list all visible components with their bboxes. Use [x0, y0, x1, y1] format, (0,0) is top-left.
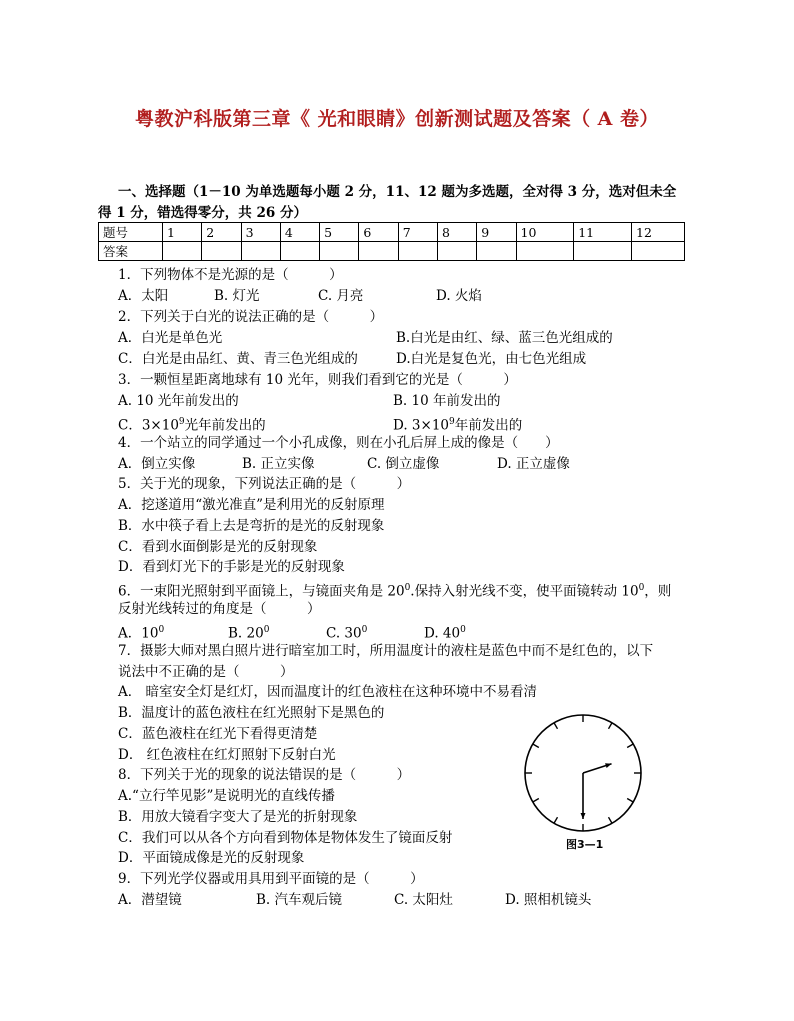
q6-c-text: C. 30 [326, 625, 362, 642]
clock-tick [533, 744, 539, 748]
question-7-stem-line2: 说法中不正确的是（ ） [118, 664, 294, 680]
cell-number: 12 [632, 223, 685, 242]
clock-tick [554, 723, 558, 729]
clock-tick [554, 817, 558, 823]
question-2-stem: 2．下列关于白光的说法正确的是（ ） [118, 309, 384, 325]
q6-option-d [424, 620, 466, 644]
clock-tick [609, 723, 613, 729]
q9-option-a: A．潜望镜 [118, 892, 182, 908]
answer-cell[interactable] [574, 242, 632, 261]
cell-number: 10 [516, 223, 574, 242]
q9-option-c: C. 太阳灶 [394, 892, 453, 908]
cell-number: 6 [359, 223, 398, 242]
section-heading-line2: 得 1 分，错选得零分，共 26 分） [98, 205, 307, 221]
q3-d-pre: D. 3×10 [393, 417, 450, 434]
q7-option-c: C．蓝色液柱在红光下看得更清楚 [118, 726, 318, 742]
question-4-stem: 4．一个站立的同学通过一个小孔成像，则在小孔后屏上成的像是（ ） [118, 435, 559, 451]
q6-degree-1: 0 [404, 583, 411, 593]
question-6-stem-line2: 反射光线转过的角度是（ ） [118, 601, 321, 617]
q3-d-exponent: 9 [449, 417, 455, 427]
question-3-stem: 3．一颗恒星距离地球有 10 光年，则我们看到它的光是（ ） [118, 372, 517, 388]
q8-option-a: A.“立行竿见影”是说明光的直线传播 [118, 788, 335, 804]
answer-cell[interactable] [202, 242, 241, 261]
answer-cell[interactable] [477, 242, 516, 261]
q6-d-degree: 0 [460, 625, 466, 635]
row-label: 题号 [99, 223, 163, 242]
clock-figure [522, 712, 644, 834]
q8-option-c: C．我们可以从各个方向看到物体是物体发生了镜面反射 [118, 830, 453, 846]
cell-number: 5 [320, 223, 359, 242]
question-1-stem: 1．下列物体不是光源的是（ ） [118, 267, 343, 283]
q6-d-text: D. 40 [424, 625, 461, 642]
q9-option-d: D. 照相机镜头 [505, 892, 592, 908]
q6-text-a: 6．一束阳光照射到平面镜上，与镜面夹角是 20 [118, 583, 405, 600]
q6-b-text: B. 20 [228, 625, 264, 642]
q6-degree-2: 0 [638, 583, 645, 593]
q5-option-b: B．水中筷子看上去是弯折的是光的反射现象 [118, 518, 385, 534]
table-row-answers [99, 242, 685, 261]
cell-number: 11 [574, 223, 632, 242]
section-heading [98, 182, 688, 224]
question-5-stem: 5．关于光的现象，下列说法正确的是（ ） [118, 476, 411, 492]
table-row-numbers [99, 223, 685, 242]
hour-hand-arrow [605, 763, 611, 768]
answer-table [98, 222, 685, 261]
cell-number: 2 [202, 223, 241, 242]
answer-cell[interactable] [241, 242, 280, 261]
q3-c-exponent: 9 [178, 417, 185, 427]
q6-text-c: ，则 [644, 583, 672, 600]
q4-option-d: D. 正立虚像 [497, 456, 570, 472]
answer-cell[interactable] [398, 242, 437, 261]
answer-cell[interactable] [516, 242, 574, 261]
cell-number: 7 [398, 223, 437, 242]
q5-option-a: A．挖遂道用“激光准直”是利用光的反射原理 [118, 497, 385, 513]
q1-option-d: D. 火焰 [436, 288, 482, 304]
q2-option-b: B.白光是由红、绿、蓝三色光组成的 [396, 330, 613, 346]
q5-option-c: C．看到水面倒影是光的反射现象 [118, 539, 318, 555]
cell-number: 9 [477, 223, 516, 242]
answer-cell[interactable] [359, 242, 398, 261]
clock-tick [609, 817, 613, 823]
q3-c-pre: C．3×10 [118, 417, 179, 434]
question-6-stem-line1 [118, 578, 671, 602]
figure-label: 图3—1 [566, 838, 604, 851]
q6-b-degree: 0 [263, 625, 270, 635]
cell-number: 8 [437, 223, 476, 242]
cell-number: 1 [163, 223, 202, 242]
minute-hand-arrow [581, 813, 586, 819]
q6-text-b: .保持入射光线不变，使平面镜转动 10 [410, 583, 639, 600]
row-label: 答案 [99, 242, 163, 261]
q7-option-b: B．温度计的蓝色液柱在红光照射下是黑色的 [118, 705, 385, 721]
q3-option-a: A. 10 光年前发出的 [118, 393, 239, 409]
q6-c-degree: 0 [361, 625, 368, 635]
q2-option-d: D.白光是复色光，由七色光组成 [396, 351, 587, 367]
clock-tick [627, 799, 633, 803]
q5-option-d: D．看到灯光下的手影是光的反射现象 [118, 559, 345, 575]
q8-option-b: B．用放大镜看字变大了是光的折射现象 [118, 809, 358, 825]
question-9-stem: 9．下列光学仪器或用具用到平面镜的是（ ） [118, 871, 424, 887]
answer-cell[interactable] [437, 242, 476, 261]
q6-option-b [228, 620, 269, 644]
answer-cell[interactable] [320, 242, 359, 261]
q1-option-b: B. 灯光 [214, 288, 260, 304]
q6-a-text: A．10 [118, 625, 159, 642]
question-7-stem-line1: 7．摄影大师对黑白照片进行暗室加工时，所用温度计的液柱是蓝色中而不是红色的，以下 [118, 643, 654, 659]
q6-a-degree: 0 [158, 625, 165, 635]
question-8-stem: 8．下列关于光的现象的说法错误的是（ ） [118, 767, 411, 783]
section-heading-line1: 一、选择题（1－10 为单选题每小题 2 分，11、12 题为多选题，全对得 3 分，选对但未全 [118, 184, 677, 200]
clock-tick [533, 799, 539, 803]
q6-option-c [326, 620, 367, 644]
q7-option-a: A． 暗室安全灯是红灯，因而温度计的红色液柱在这种环境中不易看清 [118, 684, 538, 700]
answer-cell[interactable] [163, 242, 202, 261]
q4-option-b: B. 正立实像 [242, 456, 315, 472]
q2-option-a: A．白光是单色光 [118, 330, 223, 346]
q3-option-b: B. 10 年前发出的 [393, 393, 501, 409]
q3-option-c [118, 412, 266, 436]
clock-tick [627, 744, 633, 748]
q6-option-a [118, 620, 164, 644]
q8-option-d: D．平面镜成像是光的反射现象 [118, 850, 305, 866]
q4-option-a: A．倒立实像 [118, 456, 196, 472]
q2-option-c: C．白光是由品红、黄、青三色光组成的 [118, 351, 358, 367]
q3-option-d [393, 412, 522, 436]
answer-cell[interactable] [280, 242, 319, 261]
q1-option-c: C. 月亮 [318, 288, 364, 304]
q7-option-d: D． 红色液柱在红灯照射下反射白光 [118, 747, 336, 763]
q4-option-c: C. 倒立虚像 [367, 456, 440, 472]
cell-number: 4 [280, 223, 319, 242]
q3-c-post: 光年前发出的 [184, 417, 266, 434]
page-title: 粤教沪科版第三章《 光和眼睛》创新测试题及答案（ A 卷） [134, 108, 660, 130]
q1-option-a: A．太阳 [118, 288, 169, 304]
cell-number: 3 [241, 223, 280, 242]
q3-d-post: 年前发出的 [454, 417, 523, 434]
answer-cell[interactable] [632, 242, 685, 261]
q9-option-b: B. 汽车观后镜 [256, 892, 343, 908]
